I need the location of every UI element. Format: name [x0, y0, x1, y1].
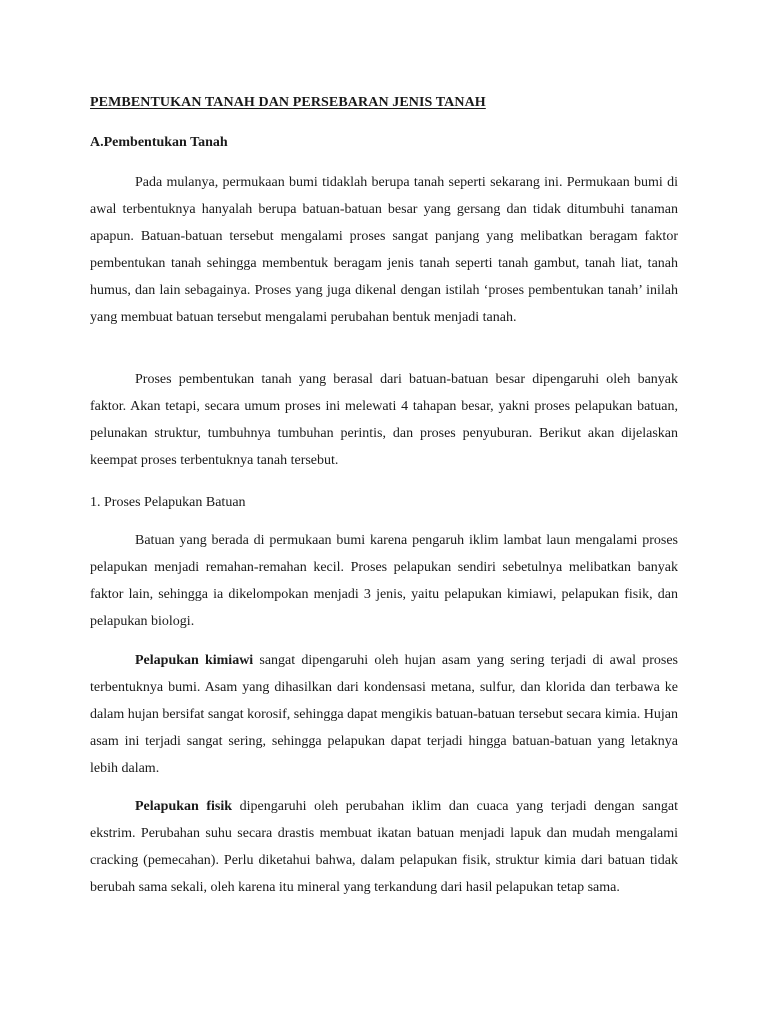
text-pelapukan-kimiawi: sangat dipengaruhi oleh hujan asam yang sering terjadi di awal proses terbentuknya bumi. Asam yang dihasilkan dari kondensasi metana, sulfur, dan klorida dan terbawa ke dalam hujan bersifat sangat korosif, sehingga dapat mengikis batuan-batuan tersebut secara kimia. Hujan asam ini terjadi sangat sering, sehingga pelapukan dapat terjadi hingga batuan-batuan yang letaknya lebih dalam. [90, 653, 678, 776]
paragraph-stages: Proses pembentukan tanah yang berasal dari batuan-batuan besar dipengaruhi oleh banyak faktor. Akan tetapi, secara umum proses ini melewati 4 tahapan besar, yakni proses pelapukan batuan, pelunakan struktur, tumbuhnya tumbuhan perintis, dan proses penyuburan. Berikut akan dijelaskan keempat proses terbentuknya tanah tersebut. [90, 372, 678, 468]
text-pelapukan-fisik: dipengaruhi oleh perubahan iklim dan cuaca yang terjadi dengan sangat ekstrim. Perubahan suhu secara drastis membuat ikatan batuan menjadi lapuk dan mudah mengalami cracking (pemecahan). Perlu diketahui bahwa, dalam pelapukan fisik, struktur kimia dari batuan tidak berubah sama sekali, oleh karena itu mineral yang terkandung dari hasil pelapukan tetap sama. [90, 799, 678, 895]
section-heading-pembentukan-tanah: A.Pembentukan Tanah [90, 135, 228, 150]
paragraph-pelapukan-overview: Batuan yang berada di permukaan bumi karena pengaruh iklim lambat laun mengalami proses pelapukan menjadi remahan-remahan kecil. Proses pelapukan sendiri sebetulnya melibatkan banyak faktor lain, sehingga ia dikelompokan menjadi 3 jenis, yaitu pelapukan kimiawi, pelapukan fisik, dan pelapukan biologi. [90, 533, 678, 629]
term-pelapukan-fisik: Pelapukan fisik [135, 799, 233, 814]
document-title: PEMBENTUKAN TANAH DAN PERSEBARAN JENIS TANAH [90, 95, 486, 110]
subsection-heading-pelapukan-batuan: 1. Proses Pelapukan Batuan [90, 495, 246, 510]
paragraph-pelapukan-fisik [90, 793, 678, 901]
paragraph-intro: Pada mulanya, permukaan bumi tidaklah berupa tanah seperti sekarang ini. Permukaan bumi di awal terbentuknya hanyalah berupa batuan-batuan besar yang gersang dan tidak ditumbuhi tanaman apapun. Batuan-batuan tersebut mengalami proses sangat panjang yang melibatkan beragam faktor pembentukan tanah sehingga membentuk beragam jenis tanah seperti tanah gambut, tanah liat, tanah humus, dan lain sebagainya. Proses yang juga dikenal dengan istilah ‘proses pembentukan tanah’ inilah yang membuat batuan tersebut mengalami perubahan bentuk menjadi tanah. [90, 175, 678, 325]
paragraph-pelapukan-kimiawi [90, 647, 678, 782]
term-pelapukan-kimiawi: Pelapukan kimiawi [135, 653, 254, 668]
